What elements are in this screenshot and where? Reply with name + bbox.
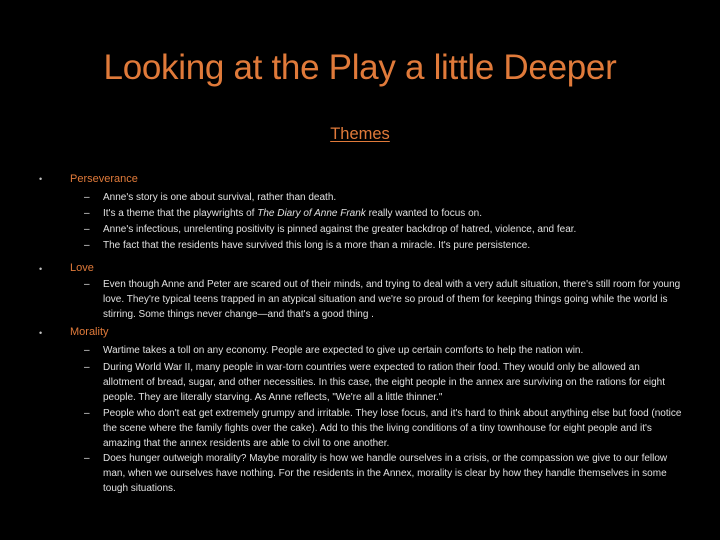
dash-icon: – [84,362,90,373]
list-item: Wartime takes a toll on any economy. People are expected to give up certain comforts to help the nation win. [103,345,584,356]
dash-icon: – [84,345,90,356]
dash-icon: – [84,408,90,419]
play-title: The Diary of Anne Frank [257,208,366,219]
bullet-icon: • [39,264,43,274]
dash-icon: – [84,240,90,251]
slide-subtitle [0,125,720,144]
bullet-icon: • [39,328,43,338]
dash-icon: – [84,192,90,203]
list-item-text: It's a theme that the playwrights of [103,208,258,219]
list-item: Even though Anne and Peter are scared out of their minds, and trying to deal with a very adult situation, there's still room for young love. They're typical teens trapped in an atypical situation and we're so proud of them for keeping things going while the world is stirring. Some things never change—and that's a good thing . [103,279,681,321]
section-heading-perseverance: Perseverance [70,173,138,185]
section-heading-love: Love [70,262,94,274]
list-item-text: really wanted to focus on. [365,208,482,219]
list-item: Does hunger outweigh morality? Maybe morality is how we handle ourselves in a crisis, or the compassion we give to our fellow man, when we ourselves have nothing. For the residents in the Annex, morality is clear by how they handle themselves in some tough situations. [103,453,668,495]
dash-icon: – [84,224,90,235]
dash-icon: – [84,453,90,464]
slide-title: Looking at the Play a little Deeper [103,48,617,87]
dash-icon: – [84,208,90,219]
list-item [103,206,683,221]
list-item: The fact that the residents have survived this long is a more than a miracle. It's pure persistence. [103,240,531,251]
list-item: Anne's story is one about survival, rather than death. [103,192,337,203]
list-item: During World War II, many people in war-torn countries were expected to ration their food. They would only be allowed an allotment of bread, sugar, and other necessities. In this case, the eight people in the annex are surviving on the rations for eight people. They are literally starving. As Anne reflects, "We're all a little thinner." [103,362,666,404]
list-item: People who don't eat get extremely grumpy and irritable. They lose focus, and it's hard to think about anything else but food (notice the scene where the family fights over the cake). Add to this the living conditions of a tiny townhouse for eight people and it's amazing that the annex residents are able to civil to one another. [103,408,682,450]
dash-icon: – [84,279,90,290]
section-heading-morality: Morality [70,326,109,338]
list-item: Anne's infectious, unrelenting positivity is pinned against the greater backdrop of hatred, violence, and fear. [103,224,577,235]
bullet-icon: • [39,174,43,184]
subtitle-text: Themes [330,125,390,143]
